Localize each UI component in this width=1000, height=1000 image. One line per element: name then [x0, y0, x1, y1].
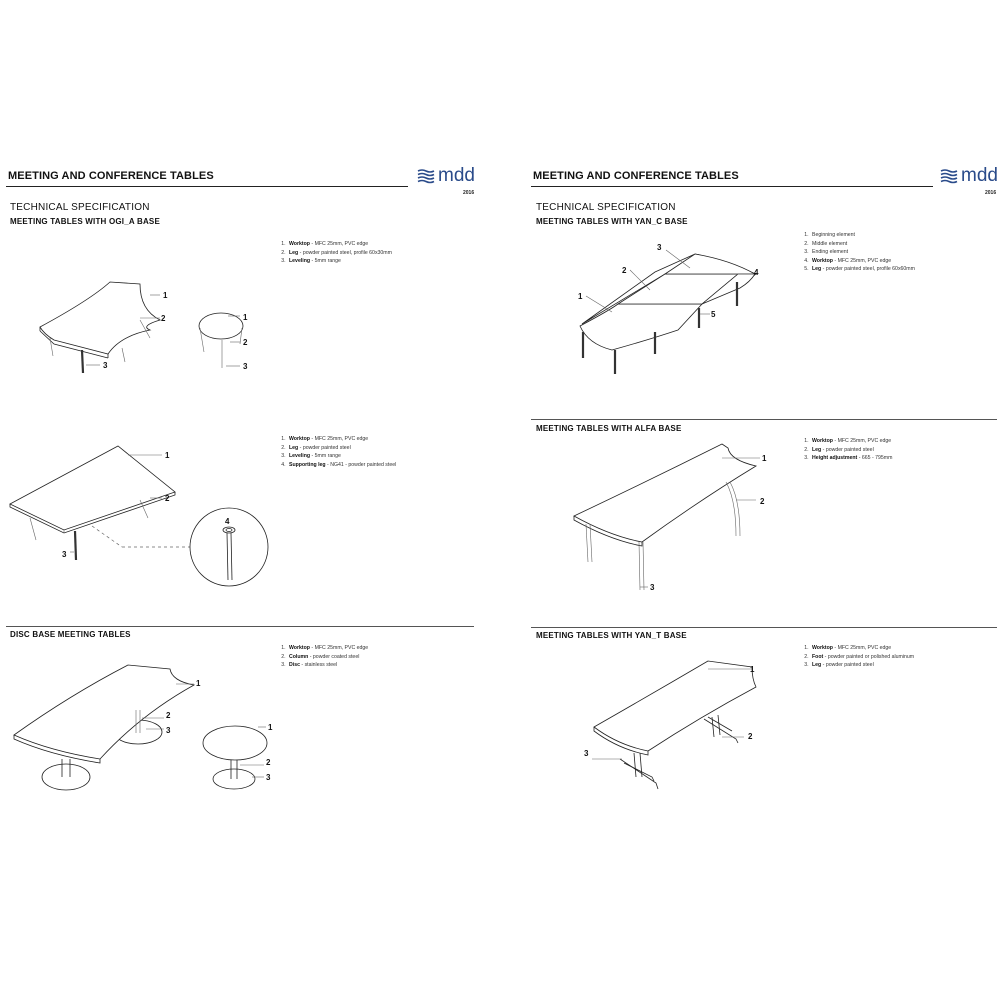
callout-number: 1: [243, 313, 248, 322]
section-title-yan-t: MEETING TABLES WITH YAN_T BASE: [536, 631, 687, 640]
spec-item: 2. Foot - powder painted or polished aluminum: [810, 653, 1000, 662]
tech-spec-heading: TECHNICAL SPECIFICATION: [10, 202, 150, 213]
brand-logo: [940, 166, 998, 185]
spec-item: 4. Worktop - MFC 25mm, PVC edge: [810, 257, 1000, 266]
table-leg: [30, 518, 36, 540]
round-table-top: [203, 726, 267, 760]
callout-number: 2: [243, 338, 248, 347]
spec-item: 4. Supporting leg - NG41 - powder painted steel: [287, 461, 487, 470]
spec-item: 1. Worktop - MFC 25mm, PVC edge: [810, 644, 1000, 653]
spec-item: 2. Leg - powder painted steel, profile 60x30mm: [287, 249, 487, 258]
callout-number: 1: [163, 291, 168, 300]
table-leg: [50, 338, 53, 356]
drawing-yan-c: [500, 240, 800, 380]
spec-item: 3. Disc - stainless steel: [287, 661, 487, 670]
spec-item: 2. Column - powder coated steel: [287, 653, 487, 662]
callout-number: 1: [762, 454, 767, 463]
header-rule: [6, 186, 408, 187]
spec-item: 1. Worktop - MFC 25mm, PVC edge: [287, 435, 487, 444]
mdd-logo-icon: [417, 168, 435, 184]
logo-text: mdd: [961, 165, 998, 186]
table-top: [574, 444, 756, 542]
tech-spec-heading: TECHNICAL SPECIFICATION: [536, 202, 676, 213]
mdd-logo-icon: [940, 168, 958, 184]
spec-list-yan-c: [794, 231, 1000, 274]
logo-text: mdd: [438, 165, 475, 186]
callout-number: 3: [62, 550, 67, 559]
spec-item: 1. Worktop - MFC 25mm, PVC edge: [810, 437, 1000, 446]
callout-number: 3: [103, 361, 108, 370]
spec-list-supporting-leg: [271, 435, 487, 469]
page-title: MEETING AND CONFERENCE TABLES: [533, 170, 739, 182]
spec-list-disc-base: [271, 644, 487, 670]
drawing-ogi-a: [0, 270, 300, 390]
callout-number: 2: [748, 732, 753, 741]
callout-number: 4: [225, 517, 230, 526]
table-leg: [643, 542, 644, 590]
right-page: [500, 0, 1000, 1000]
section-rule: [531, 419, 997, 420]
table-leg: [122, 348, 125, 362]
disc-foot: [42, 764, 90, 790]
callout-number: 3: [584, 749, 589, 758]
callout-number: 1: [578, 292, 583, 301]
spec-item: 1. Worktop - MFC 25mm, PVC edge: [287, 644, 487, 653]
detail-connector: [92, 526, 122, 547]
callout-number: 4: [754, 268, 759, 277]
callout-number: 2: [165, 494, 170, 503]
callout-number: 3: [650, 583, 655, 592]
spec-item: 3. Ending element: [810, 248, 1000, 257]
drawing-supporting-leg: [0, 430, 300, 590]
spec-list-yan-t: [794, 644, 1000, 670]
callout-number: 1: [165, 451, 170, 460]
disc-foot: [213, 769, 255, 789]
drawing-yan-t: [500, 655, 800, 805]
table-foot: [704, 719, 738, 743]
callout-number: 1: [750, 665, 755, 674]
table-leg: [82, 350, 83, 373]
section-title-disc-base: DISC BASE MEETING TABLES: [10, 630, 131, 639]
callout-number: 3: [657, 243, 662, 252]
spec-list-alfa: [794, 437, 1000, 463]
callout-number: 2: [760, 497, 765, 506]
callout-number: 1: [196, 679, 201, 688]
table-top: [594, 661, 756, 751]
table-leg: [75, 531, 76, 560]
callout-number: 2: [622, 266, 627, 275]
table-leg: [586, 524, 588, 562]
spec-list-ogi-a: [271, 240, 487, 266]
section-rule: [6, 626, 474, 627]
callout-number: 3: [266, 773, 271, 782]
callout-number: 3: [166, 726, 171, 735]
spec-item: 1. Beginning element: [810, 231, 1000, 240]
table-top-segment: [580, 304, 702, 350]
spec-item: 3. Leveling - 5mm range: [287, 257, 487, 266]
callout-number: 3: [243, 362, 248, 371]
table-leg: [590, 524, 592, 562]
table-leg: [634, 753, 636, 777]
spec-item: 2. Leg - powder painted steel: [810, 446, 1000, 455]
drawing-disc-base: [0, 655, 300, 805]
spec-item: 5. Leg - powder painted steel, profile 60x60mm: [810, 265, 1000, 274]
callout-number: 2: [266, 758, 271, 767]
year-label: 2016: [463, 190, 475, 196]
spec-item: 3. Leveling - 5mm range: [287, 452, 487, 461]
section-title-ogi-a: MEETING TABLES WITH OGI_A BASE: [10, 217, 161, 226]
table-top: [10, 446, 175, 530]
round-table-top: [199, 313, 243, 339]
callout-line: [586, 296, 612, 312]
section-rule: [531, 627, 997, 628]
spec-item: 2. Leg - powder painted steel: [287, 444, 487, 453]
table-leg: [726, 482, 740, 536]
section-title-yan-c: MEETING TABLES WITH YAN_C BASE: [536, 217, 688, 226]
table-leg: [718, 715, 720, 735]
header-rule: [531, 186, 933, 187]
drawing-alfa: [500, 440, 800, 600]
callout-number: 2: [161, 314, 166, 323]
spec-item: 1. Worktop - MFC 25mm, PVC edge: [287, 240, 487, 249]
section-title-alfa: MEETING TABLES WITH ALFA BASE: [536, 424, 682, 433]
callout-number: 5: [711, 310, 716, 319]
spec-item: 3. Height adjustment - 665 - 795mm: [810, 454, 1000, 463]
page-title: MEETING AND CONFERENCE TABLES: [8, 170, 214, 182]
table-leg: [639, 542, 640, 590]
year-label: 2016: [985, 190, 997, 196]
spec-item: 3. Leg - powder painted steel: [810, 661, 1000, 670]
callout-number: 1: [268, 723, 273, 732]
brand-logo: [417, 166, 475, 185]
callout-number: 2: [166, 711, 171, 720]
spec-item: 2. Middle element: [810, 240, 1000, 249]
